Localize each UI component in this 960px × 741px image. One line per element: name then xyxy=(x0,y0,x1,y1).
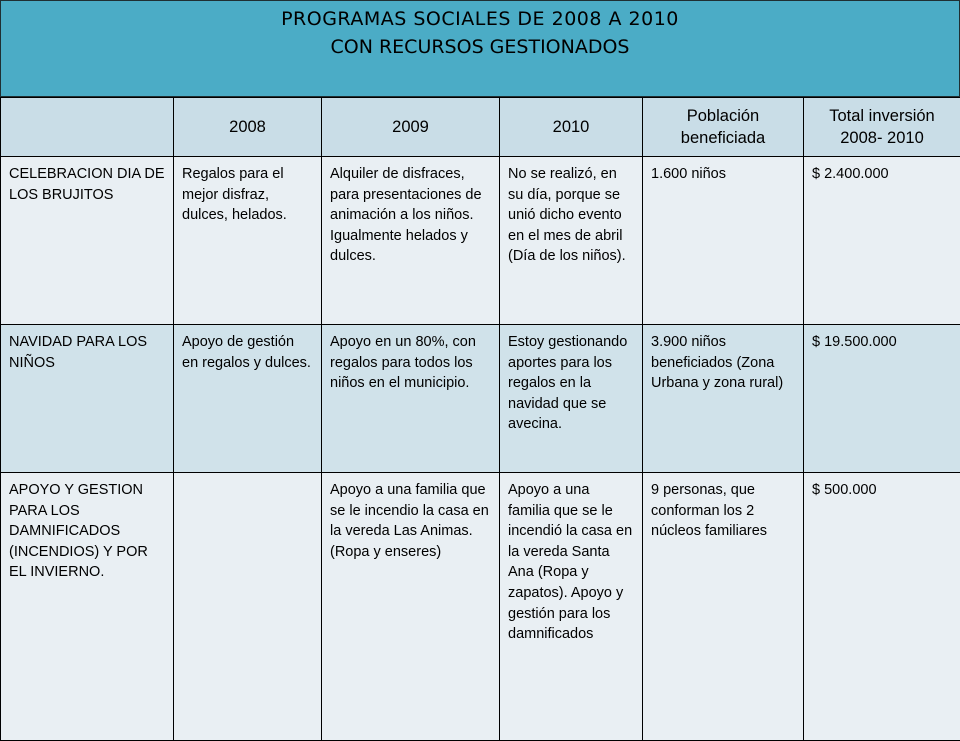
table-row xyxy=(1,473,960,741)
header-2008: 2008 xyxy=(174,98,322,157)
header-total: Total inversión 2008- 2010 xyxy=(804,98,960,157)
cell-program: APOYO Y GESTION PARA LOS DAMNIFICADOS (INCENDIOS) Y POR EL INVIERNO. xyxy=(1,473,174,741)
title-line-1: PROGRAMAS SOCIALES DE 2008 A 2010 xyxy=(1,8,959,30)
cell-poblacion: 3.900 niños beneficiados (Zona Urbana y zona rural) xyxy=(643,325,804,473)
header-poblacion: Población beneficiada xyxy=(643,98,804,157)
title-banner xyxy=(0,0,960,97)
header-2009: 2009 xyxy=(322,98,500,157)
cell-poblacion: 9 personas, que conforman los 2 núcleos familiares xyxy=(643,473,804,741)
cell-2009: Alquiler de disfraces, para presentaciones de animación a los niños. Igualmente helados y dulces. xyxy=(322,157,500,325)
cell-2009: Apoyo en un 80%, con regalos para todos los niños en el municipio. xyxy=(322,325,500,473)
cell-2010: Estoy gestionando aportes para los regalos en la navidad que se avecina. xyxy=(500,325,643,473)
cell-total: $ 19.500.000 xyxy=(804,325,960,473)
cell-program: NAVIDAD PARA LOS NIÑOS xyxy=(1,325,174,473)
cell-2010: Apoyo a una familia que se le incendió la casa en la vereda Santa Ana (Ropa y zapatos). Apoyo y gestión para los damnificados xyxy=(500,473,643,741)
cell-2008: Apoyo de gestión en regalos y dulces. xyxy=(174,325,322,473)
cell-2010: No se realizó, en su día, porque se unió dicho evento en el mes de abril (Día de los niños). xyxy=(500,157,643,325)
table-row xyxy=(1,157,960,325)
cell-2008: Regalos para el mejor disfraz, dulces, helados. xyxy=(174,157,322,325)
title-line-2: CON RECURSOS GESTIONADOS xyxy=(1,36,959,58)
cell-program: CELEBRACION DIA DE LOS BRUJITOS xyxy=(1,157,174,325)
cell-2008 xyxy=(174,473,322,741)
header-2010: 2010 xyxy=(500,98,643,157)
cell-total: $ 2.400.000 xyxy=(804,157,960,325)
cell-poblacion: 1.600 niños xyxy=(643,157,804,325)
programs-table xyxy=(0,97,960,741)
table-header-row xyxy=(1,98,960,157)
cell-total: $ 500.000 xyxy=(804,473,960,741)
cell-2009: Apoyo a una familia que se le incendio la casa en la vereda Las Animas.(Ropa y enseres) xyxy=(322,473,500,741)
header-program xyxy=(1,98,174,157)
table-row xyxy=(1,325,960,473)
